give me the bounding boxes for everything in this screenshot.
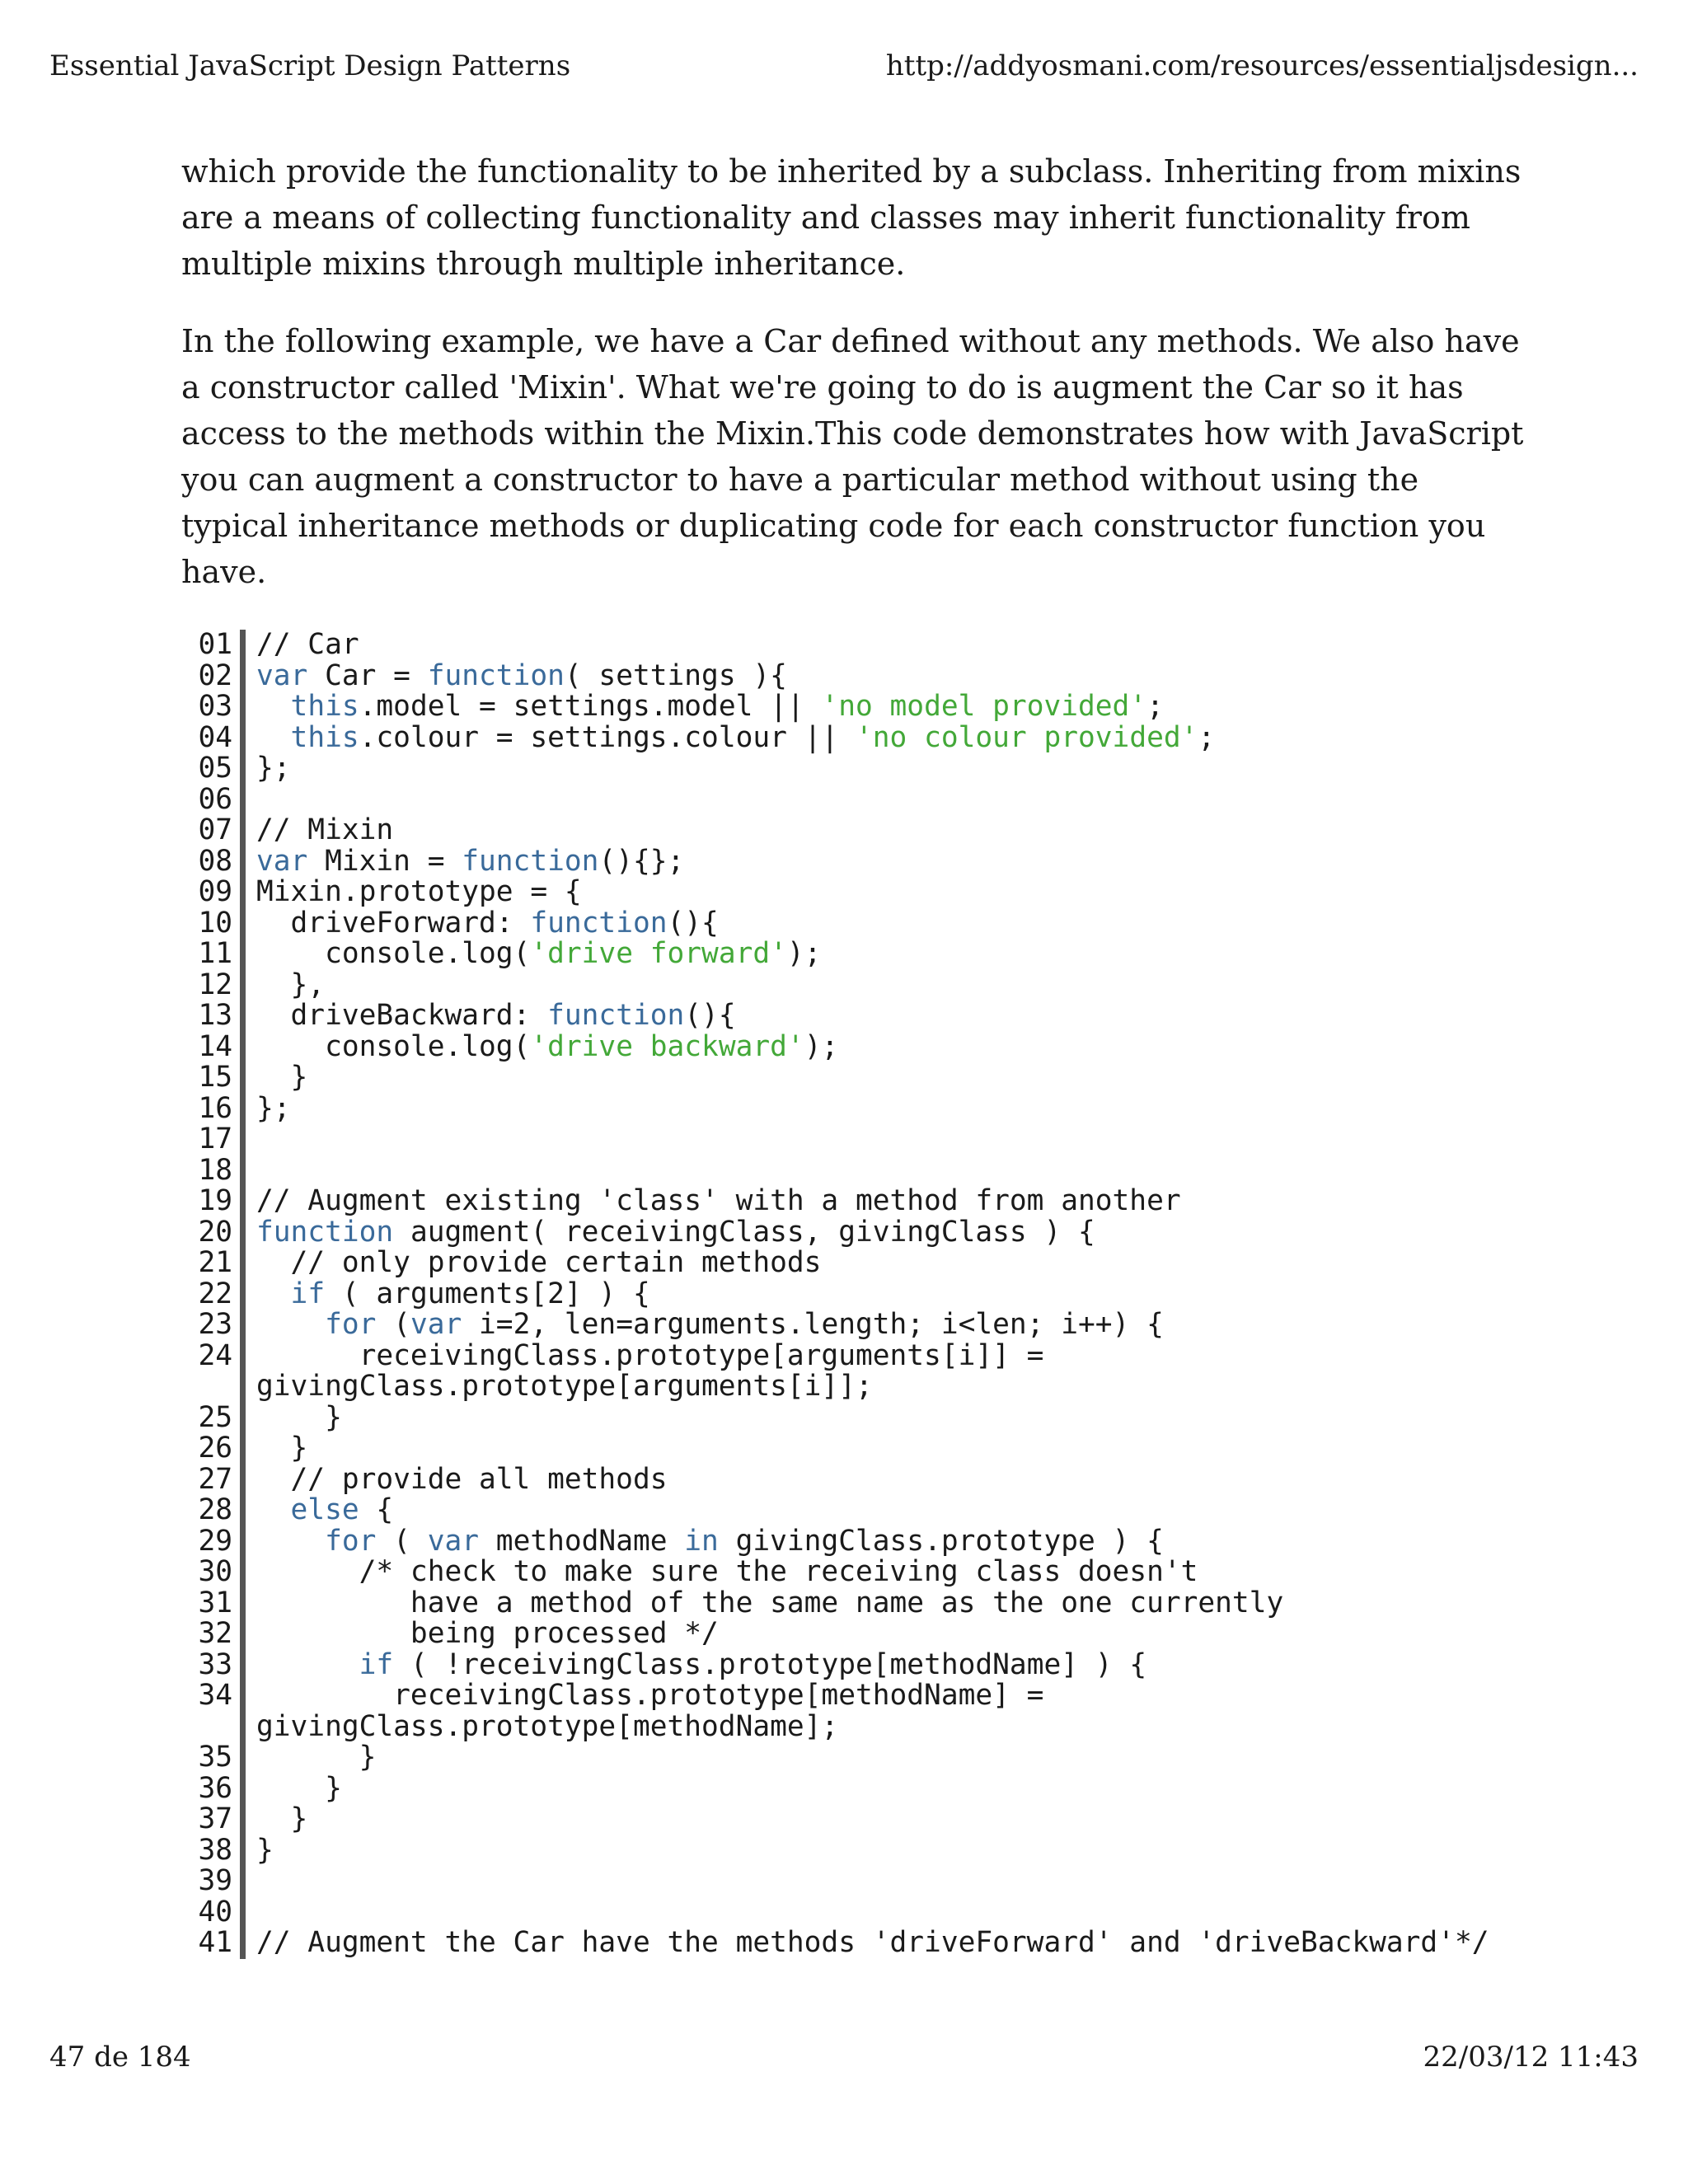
document-body <box>181 148 1533 626</box>
code-line: var Car = function( settings ){ <box>256 658 787 692</box>
code-line: console.log('drive backward'); <box>256 1029 839 1063</box>
code-line: // only provide certain methods <box>256 1246 822 1279</box>
footer-page-number: 47 de 184 <box>49 2041 191 2074</box>
line-number: 28 <box>198 1493 232 1526</box>
code-line: // Augment existing 'class' with a method from another <box>256 1184 1181 1217</box>
line-number: 26 <box>198 1432 232 1465</box>
line-number: 02 <box>198 658 232 692</box>
line-number: 33 <box>198 1647 232 1681</box>
code-line: driveBackward: function(){ <box>256 999 736 1032</box>
line-number: 01 <box>198 628 232 661</box>
code-line: this.colour = settings.colour || 'no colour provided'; <box>290 720 1216 754</box>
line-number: 41 <box>198 1926 232 1959</box>
code-line: }, <box>256 968 326 1001</box>
code-line: givingClass.prototype[methodName]; <box>256 1709 839 1743</box>
code-line: var Mixin = function(){}; <box>256 844 685 878</box>
code-line: receivingClass.prototype[methodName] = <box>256 1679 1044 1712</box>
footer-datetime: 22/03/12 11:43 <box>1423 2041 1639 2074</box>
code-line: // Augment the Car have the methods 'driveForward' and 'driveBackward'*/ <box>256 1926 1489 1959</box>
line-number: 38 <box>198 1833 232 1867</box>
line-number: 23 <box>198 1308 232 1341</box>
line-number: 13 <box>198 999 232 1032</box>
line-number <box>181 1712 232 1743</box>
line-number: 31 <box>198 1586 232 1619</box>
line-number: 22 <box>198 1277 232 1310</box>
code-line: } <box>256 1741 377 1774</box>
code-line <box>256 1155 1489 1187</box>
code-line: function augment( receivingClass, givingClass ) { <box>256 1215 1095 1249</box>
line-number: 18 <box>198 1153 232 1187</box>
paragraph-example: In the following example, we have a Car defined without any methods. We also have a constructor called 'Mixin'. What we're going to do is augment the Car so it has access to the methods within the Mixin.This code demonstrates how with JavaScript you can augment a constructor to have a particular method without using the typical inheritance methods or duplicating code for each constructor function you have. <box>181 323 1524 590</box>
line-number: 39 <box>198 1864 232 1897</box>
line-number: 05 <box>198 752 232 785</box>
line-number: 14 <box>198 1029 232 1063</box>
line-number: 32 <box>198 1617 232 1650</box>
code-line: else { <box>290 1493 394 1526</box>
code-line: // Mixin <box>256 813 394 846</box>
code-line: if ( !receivingClass.prototype[methodName] ) { <box>359 1647 1147 1681</box>
code-line <box>256 1124 1489 1155</box>
code-line: if ( arguments[2] ) { <box>290 1277 650 1310</box>
code-line: } <box>256 1833 274 1867</box>
line-number: 17 <box>198 1122 232 1155</box>
line-number: 35 <box>198 1741 232 1774</box>
line-number: 09 <box>198 875 232 908</box>
code-line: /* check to make sure the receiving class doesn't <box>256 1555 1198 1588</box>
line-number: 37 <box>198 1802 232 1835</box>
line-number: 36 <box>198 1771 232 1805</box>
code-line: driveForward: function(){ <box>256 906 719 940</box>
paragraph-mixins: which provide the functionality to be inherited by a subclass. Inheriting from mixins are a means of collecting functionality and classes may inherit functionality from multiple mixins through multiple inheritance. <box>181 153 1522 282</box>
line-number: 24 <box>198 1338 232 1372</box>
line-number: 25 <box>198 1400 232 1434</box>
line-number: 16 <box>198 1091 232 1125</box>
code-line: for (var i=2, len=arguments.length; i<len; i++) { <box>325 1308 1164 1341</box>
line-number: 20 <box>198 1215 232 1249</box>
code-line: } <box>256 1432 308 1465</box>
code-line: givingClass.prototype[arguments[i]]; <box>256 1370 873 1403</box>
code-line: } <box>256 1400 342 1434</box>
code-line: // Car <box>256 628 359 661</box>
line-number: 06 <box>198 782 232 816</box>
line-number: 40 <box>198 1895 232 1929</box>
line-number: 12 <box>198 968 232 1001</box>
line-number: 19 <box>198 1184 232 1217</box>
line-number: 27 <box>198 1462 232 1496</box>
code-line <box>256 785 1489 816</box>
line-number: 21 <box>198 1246 232 1279</box>
code-line: } <box>256 1771 342 1805</box>
code-line: } <box>256 1802 308 1835</box>
code-line: Mixin.prototype = { <box>256 875 582 908</box>
line-number: 34 <box>198 1679 232 1712</box>
code-line: for ( var methodName in givingClass.prototype ) { <box>325 1524 1164 1558</box>
line-number: 08 <box>198 844 232 878</box>
code-line: receivingClass.prototype[arguments[i]] = <box>256 1338 1044 1372</box>
code-line: } <box>256 1061 308 1094</box>
code-lines <box>256 630 1489 1959</box>
code-line: // provide all methods <box>256 1462 668 1496</box>
code-line: this.model = settings.model || 'no model provided'; <box>290 690 1164 723</box>
line-number <box>181 1371 232 1403</box>
header-title: Essential JavaScript Design Patterns <box>49 49 571 82</box>
line-number: 03 <box>198 690 232 723</box>
line-number-gutter <box>181 630 232 1959</box>
code-line: have a method of the same name as the one currently <box>256 1586 1284 1619</box>
line-number: 29 <box>198 1524 232 1558</box>
code-line <box>256 1897 1489 1929</box>
line-number: 15 <box>198 1061 232 1094</box>
line-number: 07 <box>198 813 232 846</box>
code-line: console.log('drive forward'); <box>256 937 822 970</box>
line-number: 30 <box>198 1555 232 1588</box>
line-number: 04 <box>198 720 232 754</box>
code-line: }; <box>256 752 291 785</box>
header-url[interactable]: http://addyosmani.com/resources/essentialjsdesign... <box>885 49 1639 82</box>
line-number: 10 <box>198 906 232 940</box>
code-block <box>181 630 1489 1959</box>
code-line: being processed */ <box>256 1617 719 1650</box>
code-line <box>256 1866 1489 1897</box>
line-number: 11 <box>198 937 232 970</box>
code-line: }; <box>256 1091 291 1125</box>
code-gutter-bar <box>240 630 246 1959</box>
